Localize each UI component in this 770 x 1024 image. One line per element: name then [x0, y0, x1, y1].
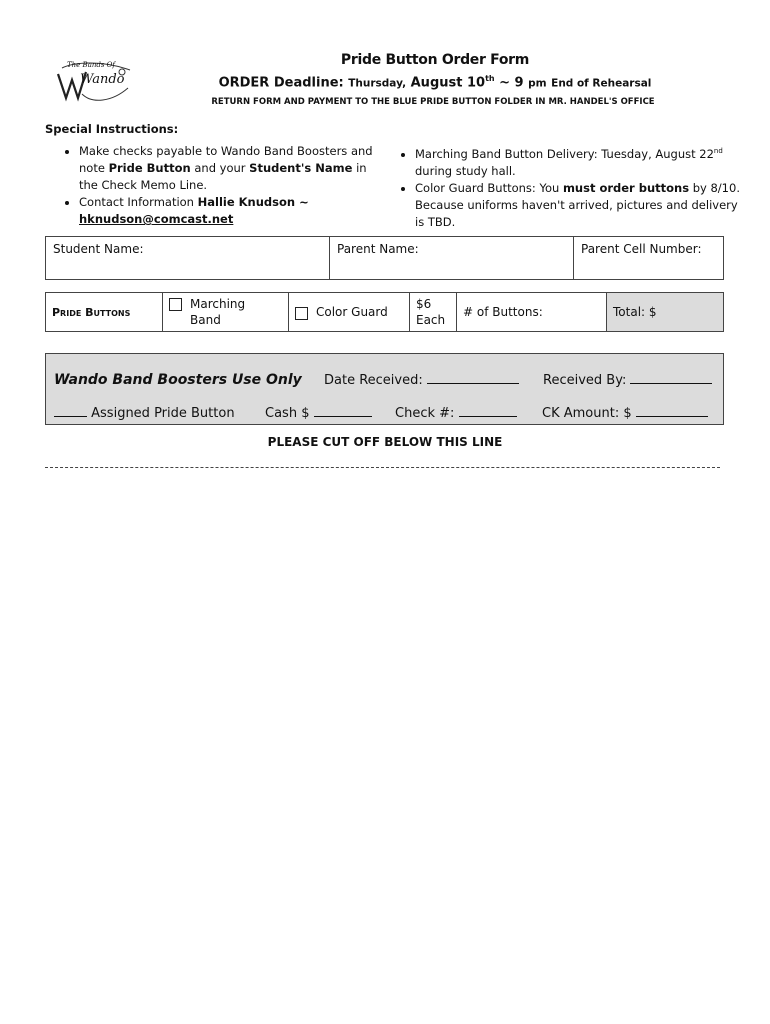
contact-info-table — [45, 236, 724, 280]
cash-line[interactable] — [314, 415, 372, 417]
instructions-right-list — [397, 143, 740, 231]
marching-band-option[interactable]: Marching Band — [163, 293, 289, 332]
pride-buttons-table — [45, 292, 724, 332]
instruction-marching-delivery: • Marching Band Button Delivery: Tuesday, August 22nd during study hall. — [415, 143, 740, 180]
received-by-line[interactable] — [630, 382, 712, 384]
num-buttons-field[interactable]: # of Buttons: — [457, 293, 607, 332]
instruction-checks: • Make checks payable to Wando Band Boosters and note Pride Button and your Student's Name in the Check Memo Line. — [79, 143, 389, 194]
assigned-label: Assigned Pride Button — [91, 406, 235, 421]
logo-main-text: Wando — [80, 72, 125, 87]
instructions-left-list — [61, 143, 389, 228]
parent-name-field[interactable]: Parent Name: — [330, 237, 574, 280]
pride-buttons-label: Pride Buttons — [46, 293, 163, 332]
special-instructions-heading: Special Instructions: — [45, 122, 179, 136]
return-instructions: RETURN FORM AND PAYMENT TO THE BLUE PRIDE BUTTON FOLDER IN MR. HANDEL'S OFFICE — [211, 97, 655, 107]
color-guard-option[interactable]: Color Guard — [289, 293, 410, 332]
cut-off-instruction: PLEASE CUT OFF BELOW THIS LINE — [267, 435, 503, 449]
date-received-line[interactable] — [427, 382, 519, 384]
order-deadline: ORDER Deadline: Thursday, August 10th ~ 9 pm End of Rehearsal — [218, 74, 652, 91]
check-number-line[interactable] — [459, 415, 517, 417]
boosters-use-only-box — [45, 353, 724, 425]
form-title: Pride Button Order Form — [340, 52, 530, 68]
contact-email-link[interactable]: hknudson@comcast.net — [79, 212, 234, 226]
price-cell: $6 Each — [410, 293, 457, 332]
check-number-label: Check #: — [395, 406, 455, 421]
cash-label: Cash $ — [265, 406, 310, 421]
marching-band-checkbox[interactable] — [169, 298, 182, 311]
color-guard-checkbox[interactable] — [295, 307, 308, 320]
ck-amount-label: CK Amount: $ — [542, 406, 632, 421]
cut-dashed-line — [45, 467, 720, 468]
ck-amount-line[interactable] — [636, 415, 708, 417]
instruction-contact: • Contact Information Hallie Knudson ~ hknudson@comcast.net — [79, 194, 389, 228]
instruction-color-guard: • Color Guard Buttons: You must order buttons by 8/10. Because uniforms haven't arrived, pictures and delivery is TBD. — [415, 180, 740, 231]
received-by-label: Received By: — [543, 373, 627, 388]
student-name-field[interactable]: Student Name: — [46, 237, 330, 280]
date-received-label: Date Received: — [324, 373, 423, 388]
boosters-title: Wando Band Boosters Use Only — [54, 372, 302, 388]
logo-small-text: The Bands Of — [67, 61, 115, 69]
assigned-line[interactable] — [54, 415, 87, 417]
parent-cell-field[interactable]: Parent Cell Number: — [574, 237, 724, 280]
total-field[interactable]: Total: $ — [607, 293, 724, 332]
